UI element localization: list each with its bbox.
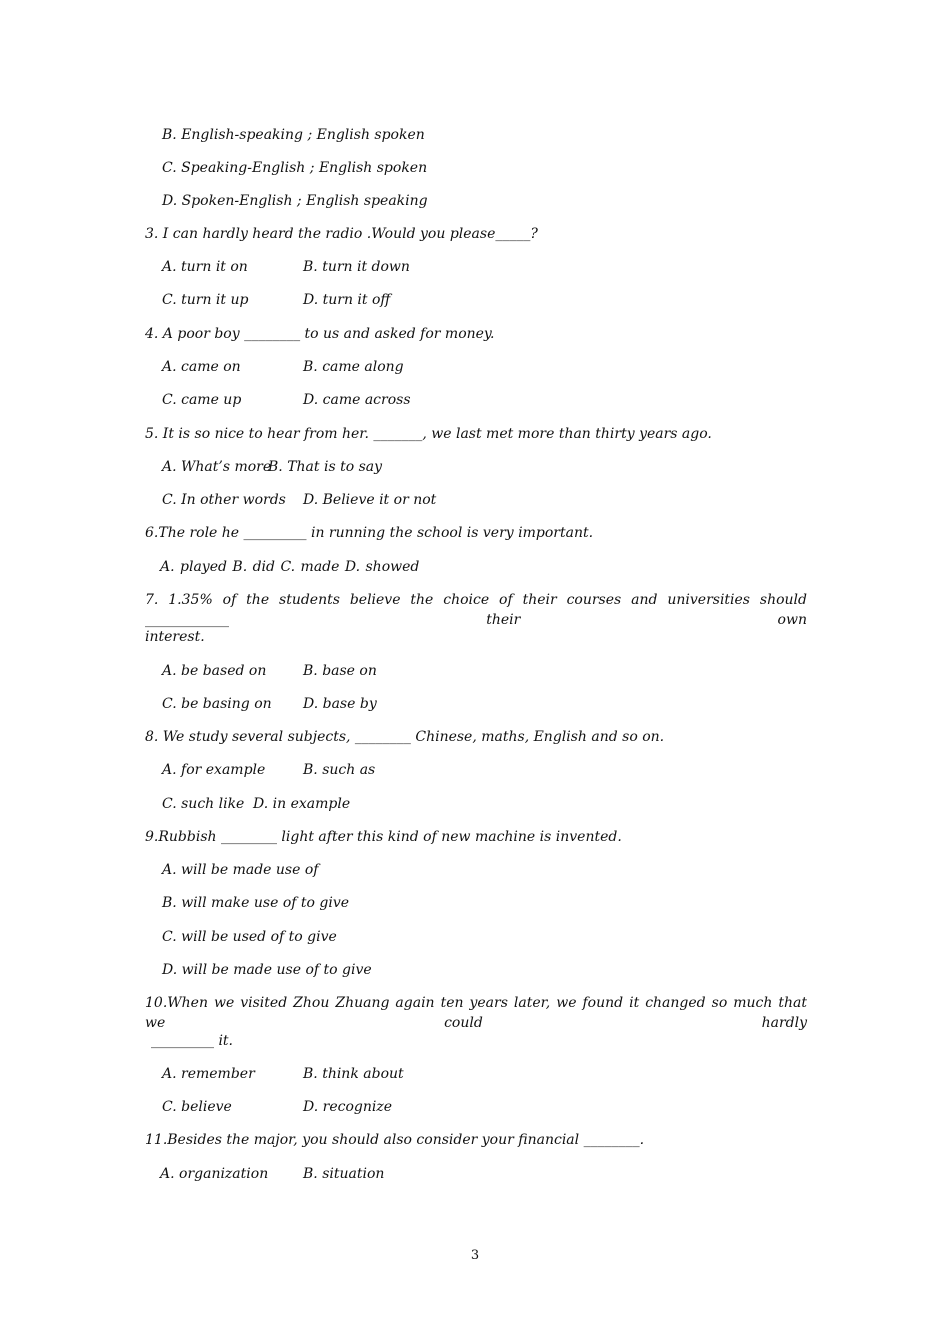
q2-option-b: B. English-speaking ; English spoken	[162, 127, 425, 143]
q6-stem: 6.The role he _________ in running the school is very important.	[145, 525, 594, 541]
q8-option-d: D. in example	[253, 796, 351, 812]
q7-stem-line2: interest.	[145, 629, 205, 645]
q3-option-b: B. turn it down	[303, 259, 410, 275]
q3-stem: 3. I can hardly heard the radio .Would you please_____?	[145, 226, 538, 242]
q11-stem: 11.Besides the major, you should also consider your financial ________.	[145, 1132, 645, 1148]
q5-option-c: C. In other words	[162, 492, 286, 508]
q8-option-c: C. such like	[162, 796, 245, 812]
q5-option-b: B. That is to say	[268, 459, 383, 475]
q9-stem: 9.Rubbish ________ light after this kind of new machine is invented.	[145, 829, 622, 845]
q10-option-b: B. think about	[303, 1066, 404, 1082]
q7-option-d: D. base by	[303, 696, 377, 712]
q11-option-b: B. situation	[303, 1166, 385, 1182]
q5-option-a: A. What’s more	[162, 459, 272, 475]
q4-option-d: D. came across	[303, 392, 411, 408]
q4-option-c: C. came up	[162, 392, 242, 408]
q7-option-a: A. be based on	[162, 663, 267, 679]
q5-stem: 5. It is so nice to hear from her. _______, we last met more than thirty years ago.	[145, 426, 712, 442]
q11-option-a: A. organization	[160, 1166, 269, 1182]
q10-stem-line1: 10.When we visited Zhou Zhuang again ten years later, we found it changed so much that we could hardly	[145, 995, 807, 1031]
q10-stem-line2: _________ it.	[151, 1033, 234, 1049]
q2-option-c: C. Speaking-English ; English spoken	[162, 160, 428, 176]
q5-option-d: D. Believe it or not	[303, 492, 437, 508]
page-number: 3	[470, 1248, 480, 1263]
q4-option-a: A. came on	[162, 359, 241, 375]
q10-option-a: A. remember	[162, 1066, 255, 1082]
q2-option-d: D. Spoken-English ; English speaking	[162, 193, 428, 209]
q10-option-c: C. believe	[162, 1099, 232, 1115]
q8-stem: 8. We study several subjects, ________ Chinese, maths, English and so on.	[145, 729, 665, 745]
q3-option-d: D. turn it off	[303, 292, 391, 308]
q9-option-d: D. will be made use of to give	[162, 962, 372, 978]
q4-stem: 4. A poor boy ________ to us and asked for money.	[145, 326, 495, 342]
q3-option-c: C. turn it up	[162, 292, 249, 308]
q10-option-d: D. recognize	[303, 1099, 392, 1115]
q8-option-b: B. such as	[303, 762, 376, 778]
q6-options: A. played B. did C. made D. showed	[160, 559, 420, 575]
q9-option-b: B. will make use of to give	[162, 895, 350, 911]
q7-option-b: B. base on	[303, 663, 377, 679]
q8-option-a: A. for example	[162, 762, 266, 778]
q4-option-b: B. came along	[303, 359, 404, 375]
q9-option-c: C. will be used of to give	[162, 929, 337, 945]
q9-option-a: A. will be made use of	[162, 862, 319, 878]
q3-option-a: A. turn it on	[162, 259, 248, 275]
q7-stem-line1: 7. 1.35% of the students believe the choice of their courses and universities should ____________ their own	[145, 592, 807, 628]
q7-option-c: C. be basing on	[162, 696, 272, 712]
